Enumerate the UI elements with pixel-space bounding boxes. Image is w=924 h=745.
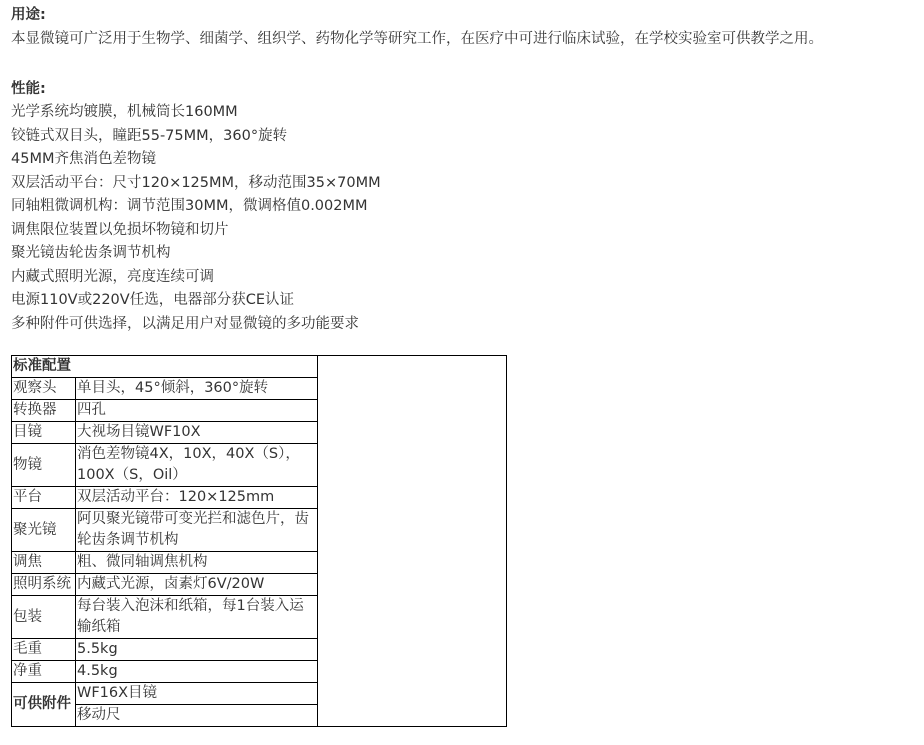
spec-value: 单目头，45°倾斜，360°旋转 [76, 378, 318, 400]
spec-value: 粗、微同轴调焦机构 [76, 552, 318, 574]
performance-item: 电源110V或220V任选，电器部分获CE认证 [11, 292, 294, 308]
spec-value: 5.5kg [76, 639, 318, 661]
usage-text: 本显微镜可广泛用于生物学、细菌学、组织学、药物化学等研究工作，在医疗中可进行临床试验，在学校实验室可供教学之用。 [11, 31, 823, 47]
spec-key: 毛重 [12, 639, 76, 661]
table-title: 标准配置 [12, 356, 318, 378]
spec-value: 内藏式光源，卤素灯6V/20W [76, 574, 318, 596]
spec-key: 照明系统 [12, 574, 76, 596]
accessory-item: 移动尺 [76, 705, 318, 727]
table-row [12, 356, 507, 378]
spec-key: 物镜 [12, 444, 76, 487]
spec-value: 双层活动平台：120×125mm [76, 487, 318, 509]
spec-key: 聚光镜 [12, 509, 76, 552]
performance-item: 同轴粗微调机构：调节范围30MM，微调格值0.002MM [11, 198, 368, 214]
document-body [11, 0, 916, 336]
spec-value: 消色差物镜4X，10X，40X（S），100X（S，Oil） [76, 444, 318, 487]
spec-key: 观察头 [12, 378, 76, 400]
performance-heading: 性能: [11, 81, 46, 97]
spec-value: 大视场目镜WF10X [76, 422, 318, 444]
spec-key: 调焦 [12, 552, 76, 574]
performance-item: 铰链式双目头，瞳距55-75MM，360°旋转 [11, 127, 288, 144]
spec-table [11, 355, 507, 727]
spec-key: 净重 [12, 661, 76, 683]
usage-heading: 用途: [11, 7, 46, 23]
spec-key: 平台 [12, 487, 76, 509]
performance-item: 多种附件可供选择，以满足用户对显微镜的多功能要求 [11, 315, 359, 332]
accessory-item: WF16X目镜 [76, 683, 318, 705]
performance-item: 调焦限位装置以免损坏物镜和切片 [11, 221, 229, 238]
spec-value: 4.5kg [76, 661, 318, 683]
performance-item: 双层活动平台：尺寸120×125MM，移动范围35×70MM [11, 174, 381, 191]
spec-value: 四孔 [76, 400, 318, 422]
performance-list [11, 101, 916, 336]
performance-item: 45MM齐焦消色差物镜 [11, 151, 156, 167]
performance-item: 光学系统均镀膜，机械筒长160MM [11, 104, 238, 120]
spec-value: 每台装入泡沫和纸箱，每1台装入运输纸箱 [76, 596, 318, 639]
accessories-key: 可供附件 [12, 683, 76, 727]
performance-item: 内藏式照明光源，亮度连续可调 [11, 268, 214, 285]
spec-key: 包装 [12, 596, 76, 639]
spec-value: 阿贝聚光镜带可变光拦和滤色片，齿轮齿条调节机构 [76, 509, 318, 552]
spec-key: 目镜 [12, 422, 76, 444]
performance-item: 聚光镜齿轮齿条调节机构 [11, 245, 171, 261]
blank-column [318, 356, 507, 727]
spec-key: 转换器 [12, 400, 76, 422]
